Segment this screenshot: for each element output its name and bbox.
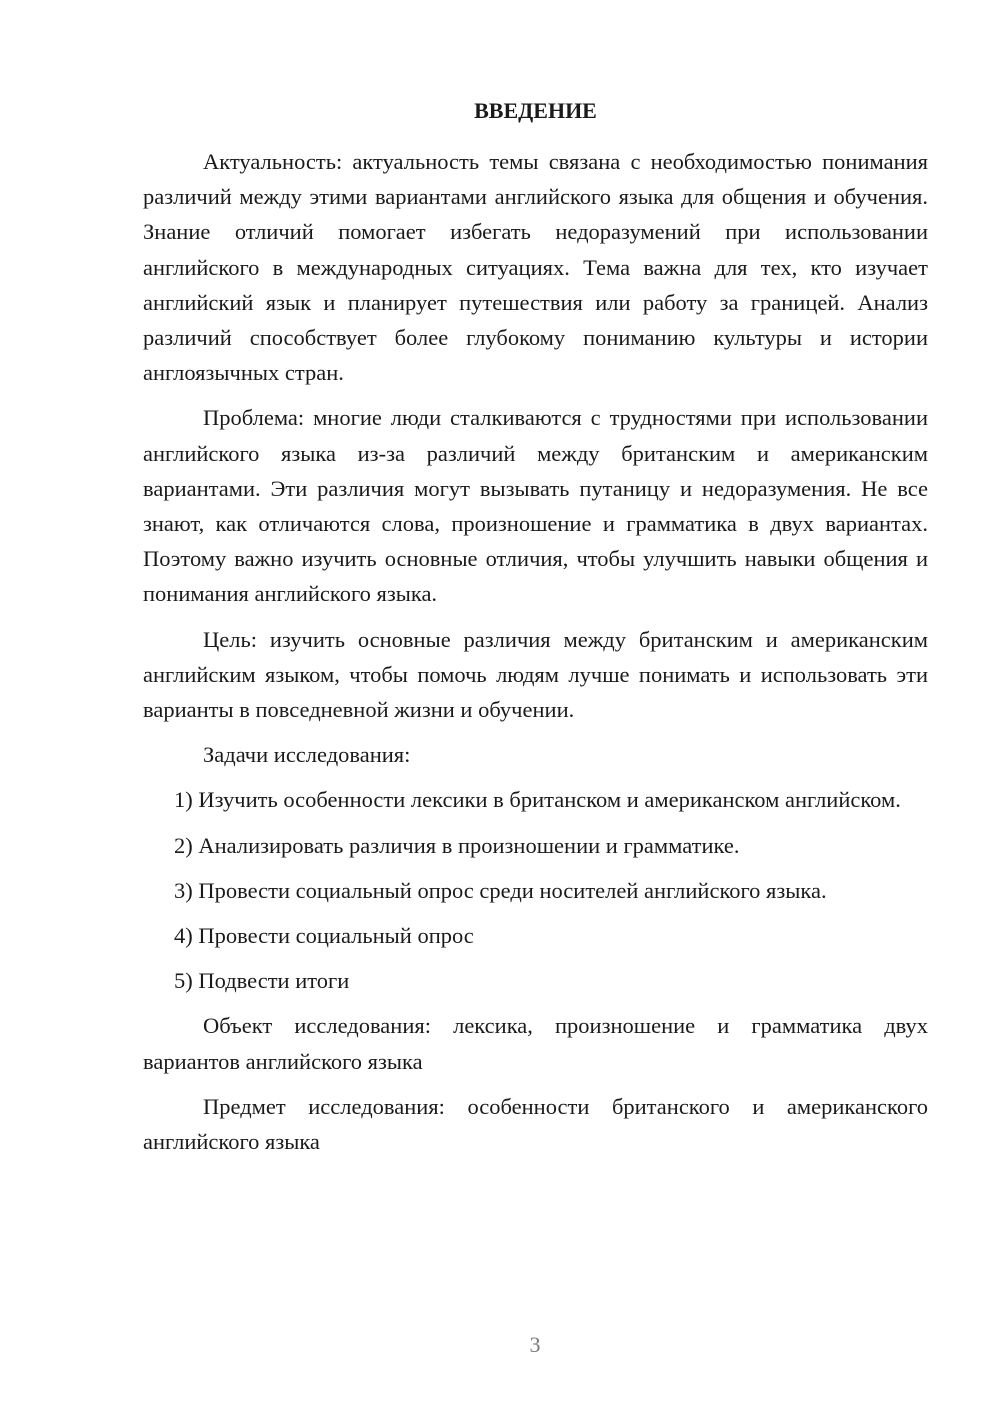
tasks-list [143,782,928,998]
subject-paragraph: Предмет исследования: особенности британского и американского английского языка [143,1093,928,1155]
relevance-paragraph: Актуальность: актуальность темы связана с необходимостью понимания различий между этими вариантами английского языка для общения и обучения. Знание отличий помогает избегать недоразумений при использовании английского в международных ситуациях. Тема важна для тех, кто изучает английский язык и планирует путешествия или работу за границей. Анализ различий способствует более глубокому пониманию культуры и истории англоязычных стран. [143,149,928,386]
list-item: 2) Анализировать различия в произношении и грамматике. [174,832,740,858]
page-number: 3 [529,1332,541,1357]
document-page [143,96,928,1169]
list-item: 4) Провести социальный опрос [174,923,474,949]
problem-paragraph: Проблема: многие люди сталкиваются с трудностями при использовании английского языка из-за различий между британским и американским вариантами. Эти различия могут вызывать путаницу и недоразумения. Не все знают, как отличаются слова, произношение и грамматика в двух вариантах. Поэтому важно изучить основные отличия, чтобы улучшить навыки общения и понимания английского языка. [143,405,928,607]
page-title: ВВЕДЕНИЕ [474,98,597,123]
tasks-heading: Задачи исследования: [203,742,411,768]
list-item: 1) Изучить особенности лексики в британском и американском английском. [174,787,901,813]
list-item: 3) Провести социальный опрос среди носителей английского языка. [174,877,827,903]
list-item: 5) Подвести итоги [174,968,350,994]
object-paragraph: Объект исследования: лексика, произношение и грамматика двух вариантов английского языка [143,1013,928,1074]
goal-paragraph: Цель: изучить основные различия между британским и американским английским языком, чтобы помочь людям лучше понимать и использовать эти варианты в повседневной жизни и обучении. [143,626,928,723]
